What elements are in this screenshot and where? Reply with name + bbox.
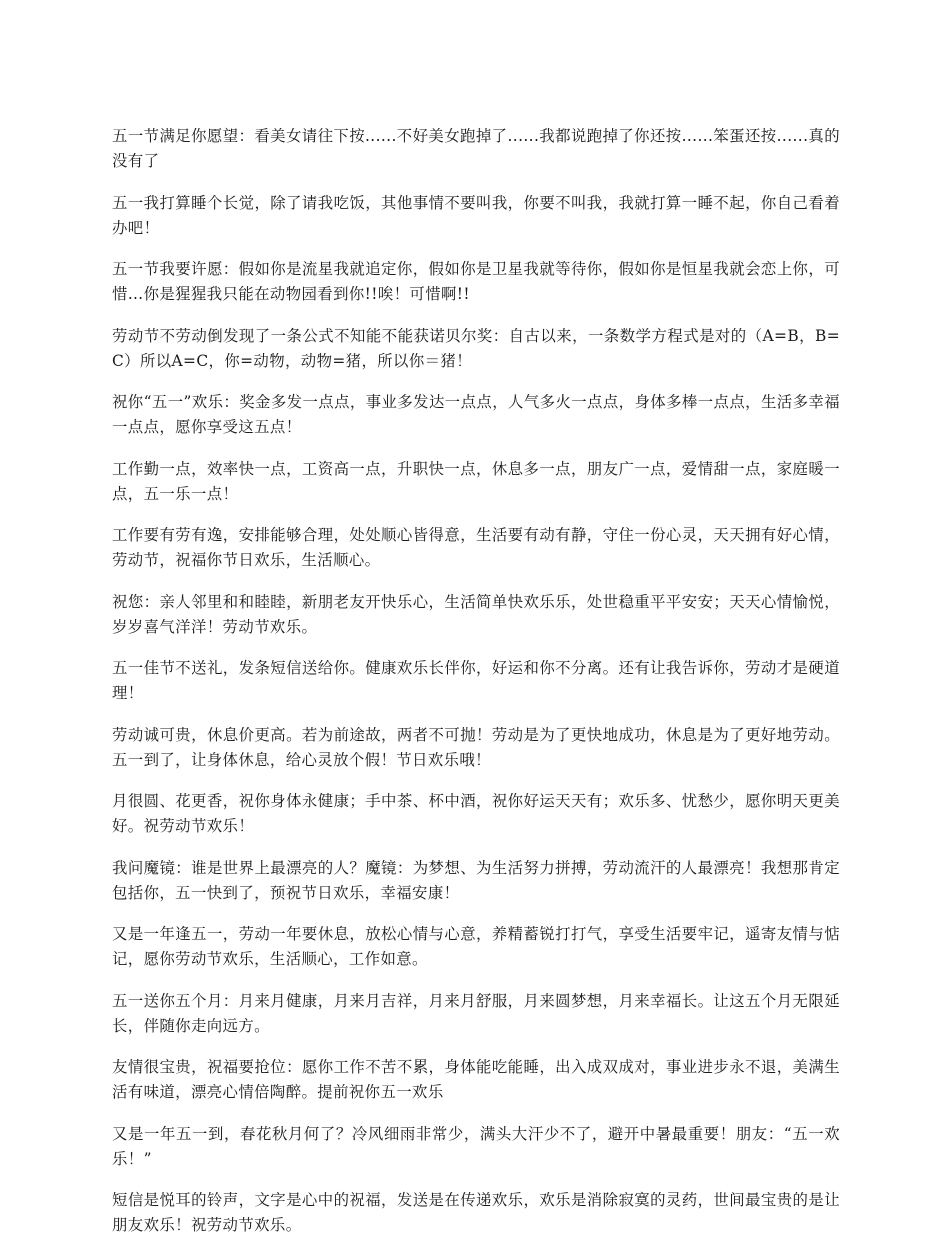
paragraph: 劳动诚可贵，休息价更高。若为前途故，两者不可抛！劳动是为了更快地成功，休息是为了更好地劳动。五一到了，让身体休息，给心灵放个假！节日欢乐哦！ [112, 725, 840, 769]
paragraph: 短信是悦耳的铃声，文字是心中的祝福，发送是在传递欢乐，欢乐是消除寂寞的灵药，世间最宝贵的是让朋友欢乐！祝劳动节欢乐。 [112, 1191, 840, 1234]
paragraph: 五一佳节不送礼，发条短信送给你。健康欢乐长伴你，好运和你不分离。还有让我告诉你，劳动才是硬道理！ [112, 659, 840, 702]
paragraph: 五一我打算睡个长觉，除了请我吃饭，其他事情不要叫我，你要不叫我，我就打算一睡不起，你自己看着办吧！ [112, 193, 840, 237]
paragraph: 我问魔镜：谁是世界上最漂亮的人？魔镜：为梦想、为生活努力拼搏，劳动流汗的人最漂亮！我想那肯定包括你，五一快到了，预祝节日欢乐，幸福安康！ [112, 858, 840, 902]
paragraph: 五一节满足你愿望：看美女请往下按......不好美女跑掉了......我都说跑掉了你还按......笨蛋还按......真的没有了 [112, 127, 840, 170]
document-body [112, 124, 840, 1255]
paragraph: 五一送你五个月：月来月健康，月来月吉祥，月来月舒服，月来圆梦想，月来幸福长。让这五个月无限延长，伴随你走向远方。 [112, 991, 840, 1035]
paragraph: 又是一年五一到，春花秋月何了？冷风细雨非常少，满头大汗少不了，避开中暑最重要！朋友：“五一欢乐！” [112, 1124, 840, 1168]
paragraph: 祝你“五一”欢乐：奖金多发一点点，事业多发达一点点，人气多火一点点，身体多棒一点点，生活多幸福一点点，愿你享受这五点！ [112, 393, 840, 436]
paragraph: 工作勤一点，效率快一点，工资高一点，升职快一点，休息多一点，朋友广一点，爱情甜一点，家庭暖一点，五一乐一点！ [112, 459, 840, 503]
paragraph: 友情很宝贵，祝福要抢位：愿你工作不苦不累，身体能吃能睡，出入成双成对，事业进步永不退，美满生活有味道，漂亮心情倍陶醉。提前祝你五一欢乐 [112, 1058, 840, 1101]
paragraph: 祝您：亲人邻里和和睦睦，新朋老友开快乐心，生活简单快欢乐乐，处世稳重平平安安；天天心情愉悦，岁岁喜气洋洋！劳动节欢乐。 [112, 592, 840, 636]
paragraph: 月很圆、花更香，祝你身体永健康；手中茶、杯中酒，祝你好运天天有；欢乐多、忧愁少，愿你明天更美好。祝劳动节欢乐！ [112, 792, 840, 835]
paragraph: 劳动节不劳动倒发现了一条公式不知能不能获诺贝尔奖：自古以来，一条数学方程式是对的（A=B，B=C）所以A=C，你=动物，动物=猪，所以你＝猪！ [112, 326, 840, 370]
paragraph: 工作要有劳有逸，安排能够合理，处处顺心皆得意，生活要有动有静，守住一份心灵，天天拥有好心情，劳动节，祝福你节日欢乐，生活顺心。 [112, 526, 840, 569]
paragraph: 五一节我要许愿：假如你是流星我就追定你，假如你是卫星我就等待你，假如你是恒星我就会恋上你，可惜…你是猩猩我只能在动物园看到你!!唉！可惜啊!! [112, 260, 840, 303]
paragraph: 又是一年逢五一，劳动一年要休息，放松心情与心意，养精蓄锐打打气，享受生活要牢记，遥寄友情与惦记，愿你劳动节欢乐，生活顺心，工作如意。 [112, 925, 840, 968]
